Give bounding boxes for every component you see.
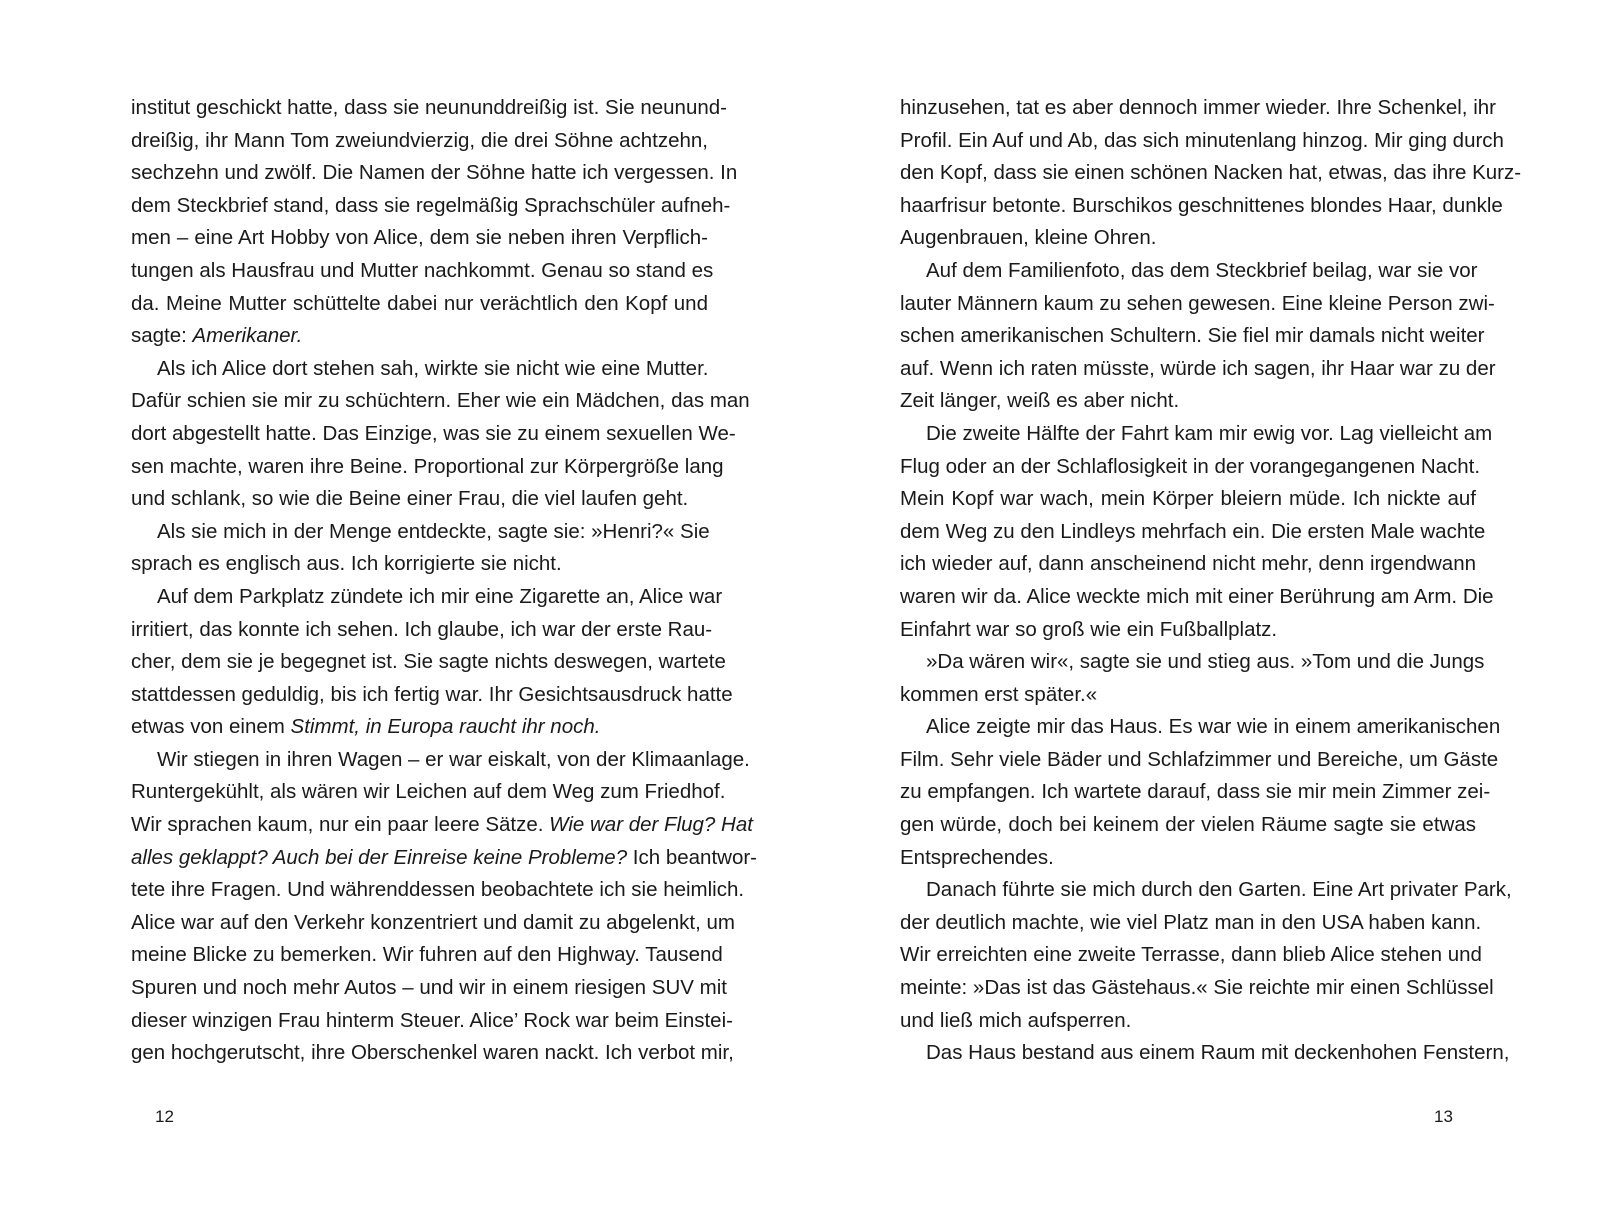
text-segment: Entsprechendes.	[900, 845, 1054, 869]
text-line	[131, 516, 708, 549]
text-line	[900, 353, 1496, 386]
text-segment: und schlank, so wie die Beine einer Frau, die viel laufen geht.	[131, 487, 689, 511]
text-line	[900, 581, 1494, 614]
page-number-left: 12	[155, 1107, 174, 1126]
text-line	[131, 646, 726, 679]
text-line	[900, 418, 1493, 451]
text-line	[131, 809, 753, 842]
text-segment: Als ich Alice dort stehen sah, wirkte sie nicht wie eine Mutter.	[157, 356, 709, 380]
text-segment: sprach es englisch aus. Ich korrigierte sie nicht.	[131, 552, 562, 576]
text-line	[131, 483, 708, 516]
text-line	[131, 874, 745, 907]
text-line	[131, 353, 708, 386]
text-line	[900, 646, 1485, 679]
text-segment: sen machte, waren ihre Beine. Proportional zur Körpergröße lang	[131, 454, 724, 478]
text-segment: dem Weg zu den Lindleys mehrfach ein. Die ersten Male wachte	[900, 519, 1486, 543]
text-segment: dieser winzigen Frau hinterm Steuer. Alice’ Rock war beim Einstei-	[131, 1008, 733, 1032]
text-line	[900, 222, 1476, 255]
italic-text: Amerikaner.	[192, 324, 303, 348]
text-segment: Alice war auf den Verkehr konzentriert und damit zu abgelenkt, um	[131, 910, 735, 934]
text-segment: meinte: »Das ist das Gästehaus.« Sie reichte mir einen Schlüssel	[900, 976, 1494, 1000]
text-segment: Alice zeigte mir das Haus. Es war wie in einem amerikanischen	[926, 715, 1501, 739]
text-line	[900, 92, 1496, 125]
text-line	[131, 972, 727, 1005]
text-segment: Spuren und noch mehr Autos – und wir in einem riesigen SUV mit	[131, 976, 727, 1000]
text-segment: und ließ mich aufsperren.	[900, 1008, 1132, 1032]
text-line	[900, 939, 1482, 972]
text-line	[900, 679, 1476, 712]
text-segment: gen hochgerutscht, ihre Oberschenkel waren nackt. Ich verbot mir,	[131, 1041, 734, 1065]
text-segment: Ich beantwor-	[627, 845, 758, 869]
text-line	[131, 255, 714, 288]
text-line	[900, 842, 1476, 875]
text-line	[131, 92, 727, 125]
text-line	[900, 320, 1485, 353]
text-segment: Wir stiegen in ihren Wagen – er war eiskalt, von der Klimaanlage.	[157, 747, 750, 771]
text-line	[900, 516, 1486, 549]
text-line	[900, 385, 1476, 418]
text-line	[900, 190, 1503, 223]
text-segment: Auf dem Parkplatz zündete ich mir eine Zigarette an, Alice war	[157, 584, 723, 608]
text-line	[131, 614, 713, 647]
text-segment: sechzehn und zwölf. Die Namen der Söhne hatte ich vergessen. In	[131, 161, 738, 185]
text-line	[900, 157, 1522, 190]
text-segment: Auf dem Familienfoto, das dem Steckbrief beilag, war sie vor	[926, 258, 1478, 282]
text-segment: Augenbrauen, kleine Ohren.	[900, 226, 1157, 250]
text-segment: Als sie mich in der Menge entdeckte, sagte sie: »Henri?« Sie	[157, 519, 710, 543]
text-line	[131, 1037, 734, 1070]
text-segment: cher, dem sie je begegnet ist. Sie sagte nichts deswegen, wartete	[131, 650, 726, 674]
text-segment: schen amerikanischen Schultern. Sie fiel mir damals nicht weiter	[900, 324, 1485, 348]
text-line	[900, 451, 1481, 484]
text-segment: meine Blicke zu bemerken. Wir fuhren auf den Highway. Tausend	[131, 943, 723, 967]
text-segment: Die zweite Hälfte der Fahrt kam mir ewig vor. Lag vielleicht am	[926, 421, 1493, 445]
text-line	[900, 548, 1476, 581]
text-segment: Profil. Ein Auf und Ab, das sich minutenlang hinzog. Mir ging durch	[900, 128, 1504, 152]
text-line	[131, 776, 726, 809]
text-segment: den Kopf, dass sie einen schönen Nacken hat, etwas, das ihre Kurz-	[900, 161, 1522, 185]
italic-text: Wie war der Flug? Hat	[549, 813, 753, 837]
text-line	[131, 288, 708, 321]
text-line	[900, 874, 1512, 907]
text-line	[900, 972, 1494, 1005]
text-segment: »Da wären wir«, sagte sie und stieg aus. »Tom und die Jungs	[926, 650, 1485, 674]
text-line	[131, 711, 708, 744]
text-line	[131, 418, 736, 451]
text-line	[900, 907, 1482, 940]
text-segment: etwas von einem	[131, 715, 291, 739]
page-number-right: 13	[1434, 1107, 1453, 1126]
text-line	[131, 581, 723, 614]
text-segment: zu empfangen. Ich wartete darauf, dass sie mir mein Zimmer zei-	[900, 780, 1491, 804]
text-line	[900, 483, 1476, 516]
text-line	[900, 288, 1495, 321]
text-segment: gen würde, doch bei keinem der vielen Räume sagte sie etwas	[900, 813, 1476, 837]
text-segment: Dafür schien sie mir zu schüchtern. Eher wie ein Mädchen, das man	[131, 389, 750, 413]
text-segment: Wir sprachen kaum, nur ein paar leere Sätze.	[131, 813, 550, 837]
text-segment: hinzusehen, tat es aber dennoch immer wieder. Ihre Schenkel, ihr	[900, 96, 1496, 119]
text-line	[900, 809, 1476, 842]
text-line	[131, 451, 724, 484]
text-line	[131, 744, 750, 777]
text-segment: Das Haus bestand aus einem Raum mit deckenhohen Fenstern,	[926, 1041, 1510, 1065]
text-line	[131, 222, 708, 255]
text-segment: irritiert, das konnte ich sehen. Ich glaube, ich war der erste Rau-	[131, 617, 713, 641]
text-segment: Einfahrt war so groß wie ein Fußballplatz.	[900, 617, 1278, 641]
text-segment: lauter Männern kaum zu sehen gewesen. Eine kleine Person zwi-	[900, 291, 1495, 315]
text-line	[131, 385, 750, 418]
text-line	[900, 125, 1504, 158]
text-line	[131, 548, 708, 581]
text-line	[131, 125, 708, 158]
text-segment: da. Meine Mutter schüttelte dabei nur verächtlich den Kopf und	[131, 291, 708, 315]
italic-text: Stimmt, in Europa raucht ihr noch.	[290, 715, 601, 739]
text-line	[900, 744, 1499, 777]
text-line	[131, 907, 735, 940]
text-line	[131, 190, 731, 223]
text-segment: Film. Sehr viele Bäder und Schlafzimmer und Bereiche, um Gäste	[900, 747, 1499, 771]
text-segment: dort abgestellt hatte. Das Einzige, was sie zu einem sexuellen We-	[131, 421, 736, 445]
text-line	[131, 1005, 733, 1038]
text-line	[900, 1037, 1510, 1070]
text-segment: sagte:	[131, 324, 193, 348]
text-line	[900, 614, 1476, 647]
text-segment: Runtergekühlt, als wären wir Leichen auf dem Weg zum Friedhof.	[131, 780, 726, 804]
text-segment: ich wieder auf, dann anscheinend nicht mehr, denn irgendwann	[900, 552, 1476, 576]
right-page-text	[900, 92, 1522, 1070]
text-segment: Wir erreichten eine zweite Terrasse, dann blieb Alice stehen und	[900, 943, 1482, 967]
left-page-text	[131, 92, 758, 1070]
text-segment: der deutlich machte, wie viel Platz man in den USA haben kann.	[900, 910, 1482, 934]
text-line	[900, 1005, 1476, 1038]
text-line	[900, 255, 1476, 288]
text-segment: dreißig, ihr Mann Tom zweiundvierzig, die drei Söhne achtzehn,	[131, 128, 708, 152]
text-line	[131, 679, 733, 712]
text-line	[131, 157, 738, 190]
text-segment: Danach führte sie mich durch den Garten. Eine Art privater Park,	[926, 878, 1512, 902]
text-segment: men – eine Art Hobby von Alice, dem sie neben ihren Verpflich-	[131, 226, 708, 250]
text-line	[131, 842, 758, 875]
text-segment: kommen erst später.«	[900, 682, 1098, 706]
italic-text: alles geklappt? Auch bei der Einreise keine Probleme?	[131, 845, 628, 869]
text-segment: Zeit länger, weiß es aber nicht.	[900, 389, 1180, 413]
text-segment: tete ihre Fragen. Und währenddessen beobachtete ich sie heimlich.	[131, 878, 745, 902]
text-segment: auf. Wenn ich raten müsste, würde ich sagen, ihr Haar war zu der	[900, 356, 1496, 380]
text-segment: tungen als Hausfrau und Mutter nachkommt. Genau so stand es	[131, 258, 714, 282]
text-segment: institut geschickt hatte, dass sie neununddreißig ist. Sie neunund-	[131, 96, 727, 119]
text-line	[131, 939, 723, 972]
text-segment: waren wir da. Alice weckte mich mit einer Berührung am Arm. Die	[900, 584, 1494, 608]
text-line	[900, 711, 1501, 744]
text-segment: dem Steckbrief stand, dass sie regelmäßig Sprachschüler aufneh-	[131, 193, 731, 217]
text-line	[900, 776, 1491, 809]
text-segment: stattdessen geduldig, bis ich fertig war. Ihr Gesichtsausdruck hatte	[131, 682, 733, 706]
text-line	[131, 320, 708, 353]
text-segment: Mein Kopf war wach, mein Körper bleiern müde. Ich nickte auf	[900, 487, 1476, 511]
text-segment: Flug oder an der Schlaflosigkeit in der vorangegangenen Nacht.	[900, 454, 1481, 478]
text-segment: haarfrisur betonte. Burschikos geschnittenes blondes Haar, dunkle	[900, 193, 1503, 217]
